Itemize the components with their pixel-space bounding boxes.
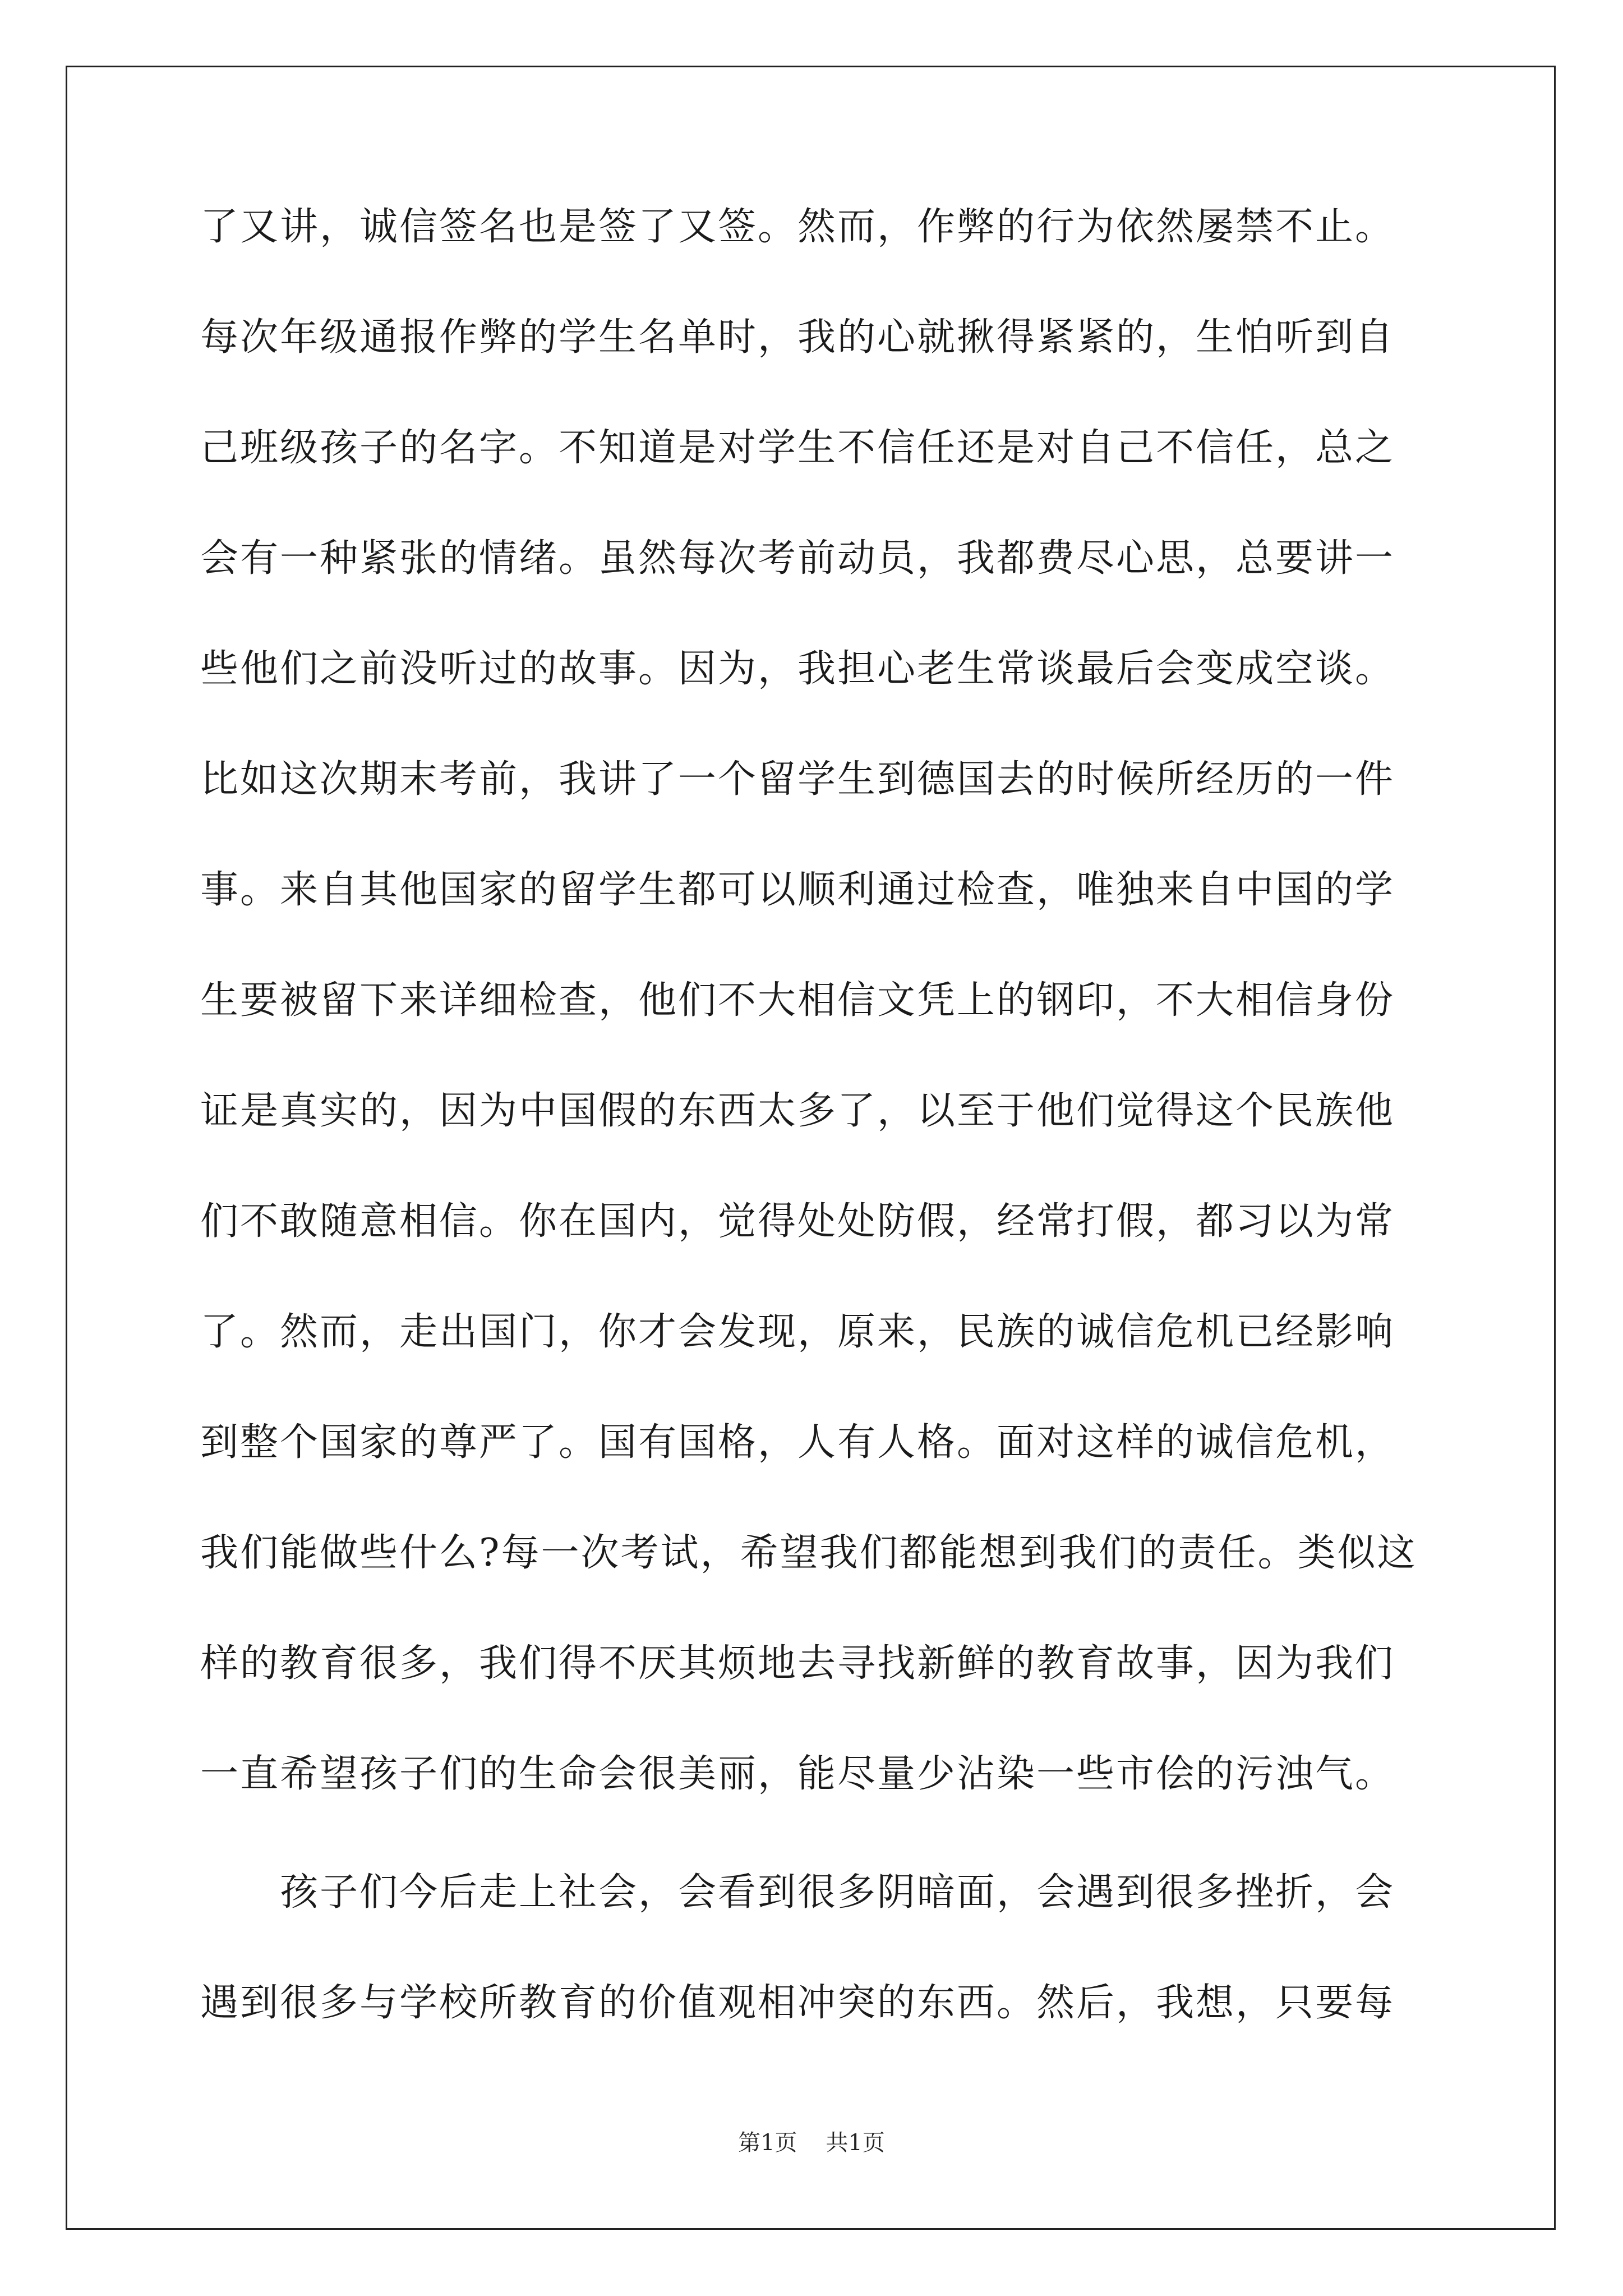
page-footer: 第1页 共1页 bbox=[738, 2130, 885, 2156]
text-line: 到整个国家的尊严了。国有国格，人有人格。面对这样的诚信危机， bbox=[200, 1420, 1395, 1465]
text-line: 了。然而，走出国门，你才会发现，原来，民族的诚信危机已经影响 bbox=[200, 1310, 1395, 1354]
text-line: 会有一种紧张的情绪。虽然每次考前动员，我都费尽心思，总要讲一 bbox=[200, 536, 1395, 581]
text-line: 比如这次期末考前，我讲了一个留学生到德国去的时候所经历的一件 bbox=[200, 757, 1395, 802]
text-line: 证是真实的，因为中国假的东西太多了，以至于他们觉得这个民族他 bbox=[200, 1089, 1395, 1133]
text-line: 每次年级通报作弊的学生名单时，我的心就揪得紧紧的，生怕听到自 bbox=[200, 315, 1395, 360]
paragraph-start-line: 孩子们今后走上社会，会看到很多阴暗面，会遇到很多挫折，会 bbox=[200, 1870, 1395, 1915]
text-line: 些他们之前没听过的故事。因为，我担心老生常谈最后会变成空谈。 bbox=[200, 647, 1395, 691]
text-line: 一直希望孩子们的生命会很美丽，能尽量少沾染一些市侩的污浊气。 bbox=[200, 1752, 1395, 1796]
text-line: 事。来自其他国家的留学生都可以顺利通过检查，唯独来自中国的学 bbox=[200, 868, 1395, 912]
text-line: 了又讲，诚信签名也是签了又签。然而，作弊的行为依然屡禁不止。 bbox=[200, 205, 1395, 249]
text-line: 我们能做些什么?每一次考试，希望我们都能想到我们的责任。类似这 bbox=[200, 1531, 1417, 1575]
text-line: 遇到很多与学校所教育的价值观相冲突的东西。然后，我想，只要每 bbox=[200, 1981, 1395, 2025]
text-line: 生要被留下来详细检查，他们不大相信文凭上的钢印，不大相信身份 bbox=[200, 978, 1395, 1023]
text-line: 们不敢随意相信。你在国内，觉得处处防假，经常打假，都习以为常 bbox=[200, 1199, 1395, 1244]
text-line: 样的教育很多，我们得不厌其烦地去寻找新鲜的教育故事，因为我们 bbox=[200, 1641, 1395, 1686]
text-line: 己班级孩子的名字。不知道是对学生不信任还是对自己不信任，总之 bbox=[200, 426, 1395, 470]
body-text bbox=[200, 196, 1434, 2083]
